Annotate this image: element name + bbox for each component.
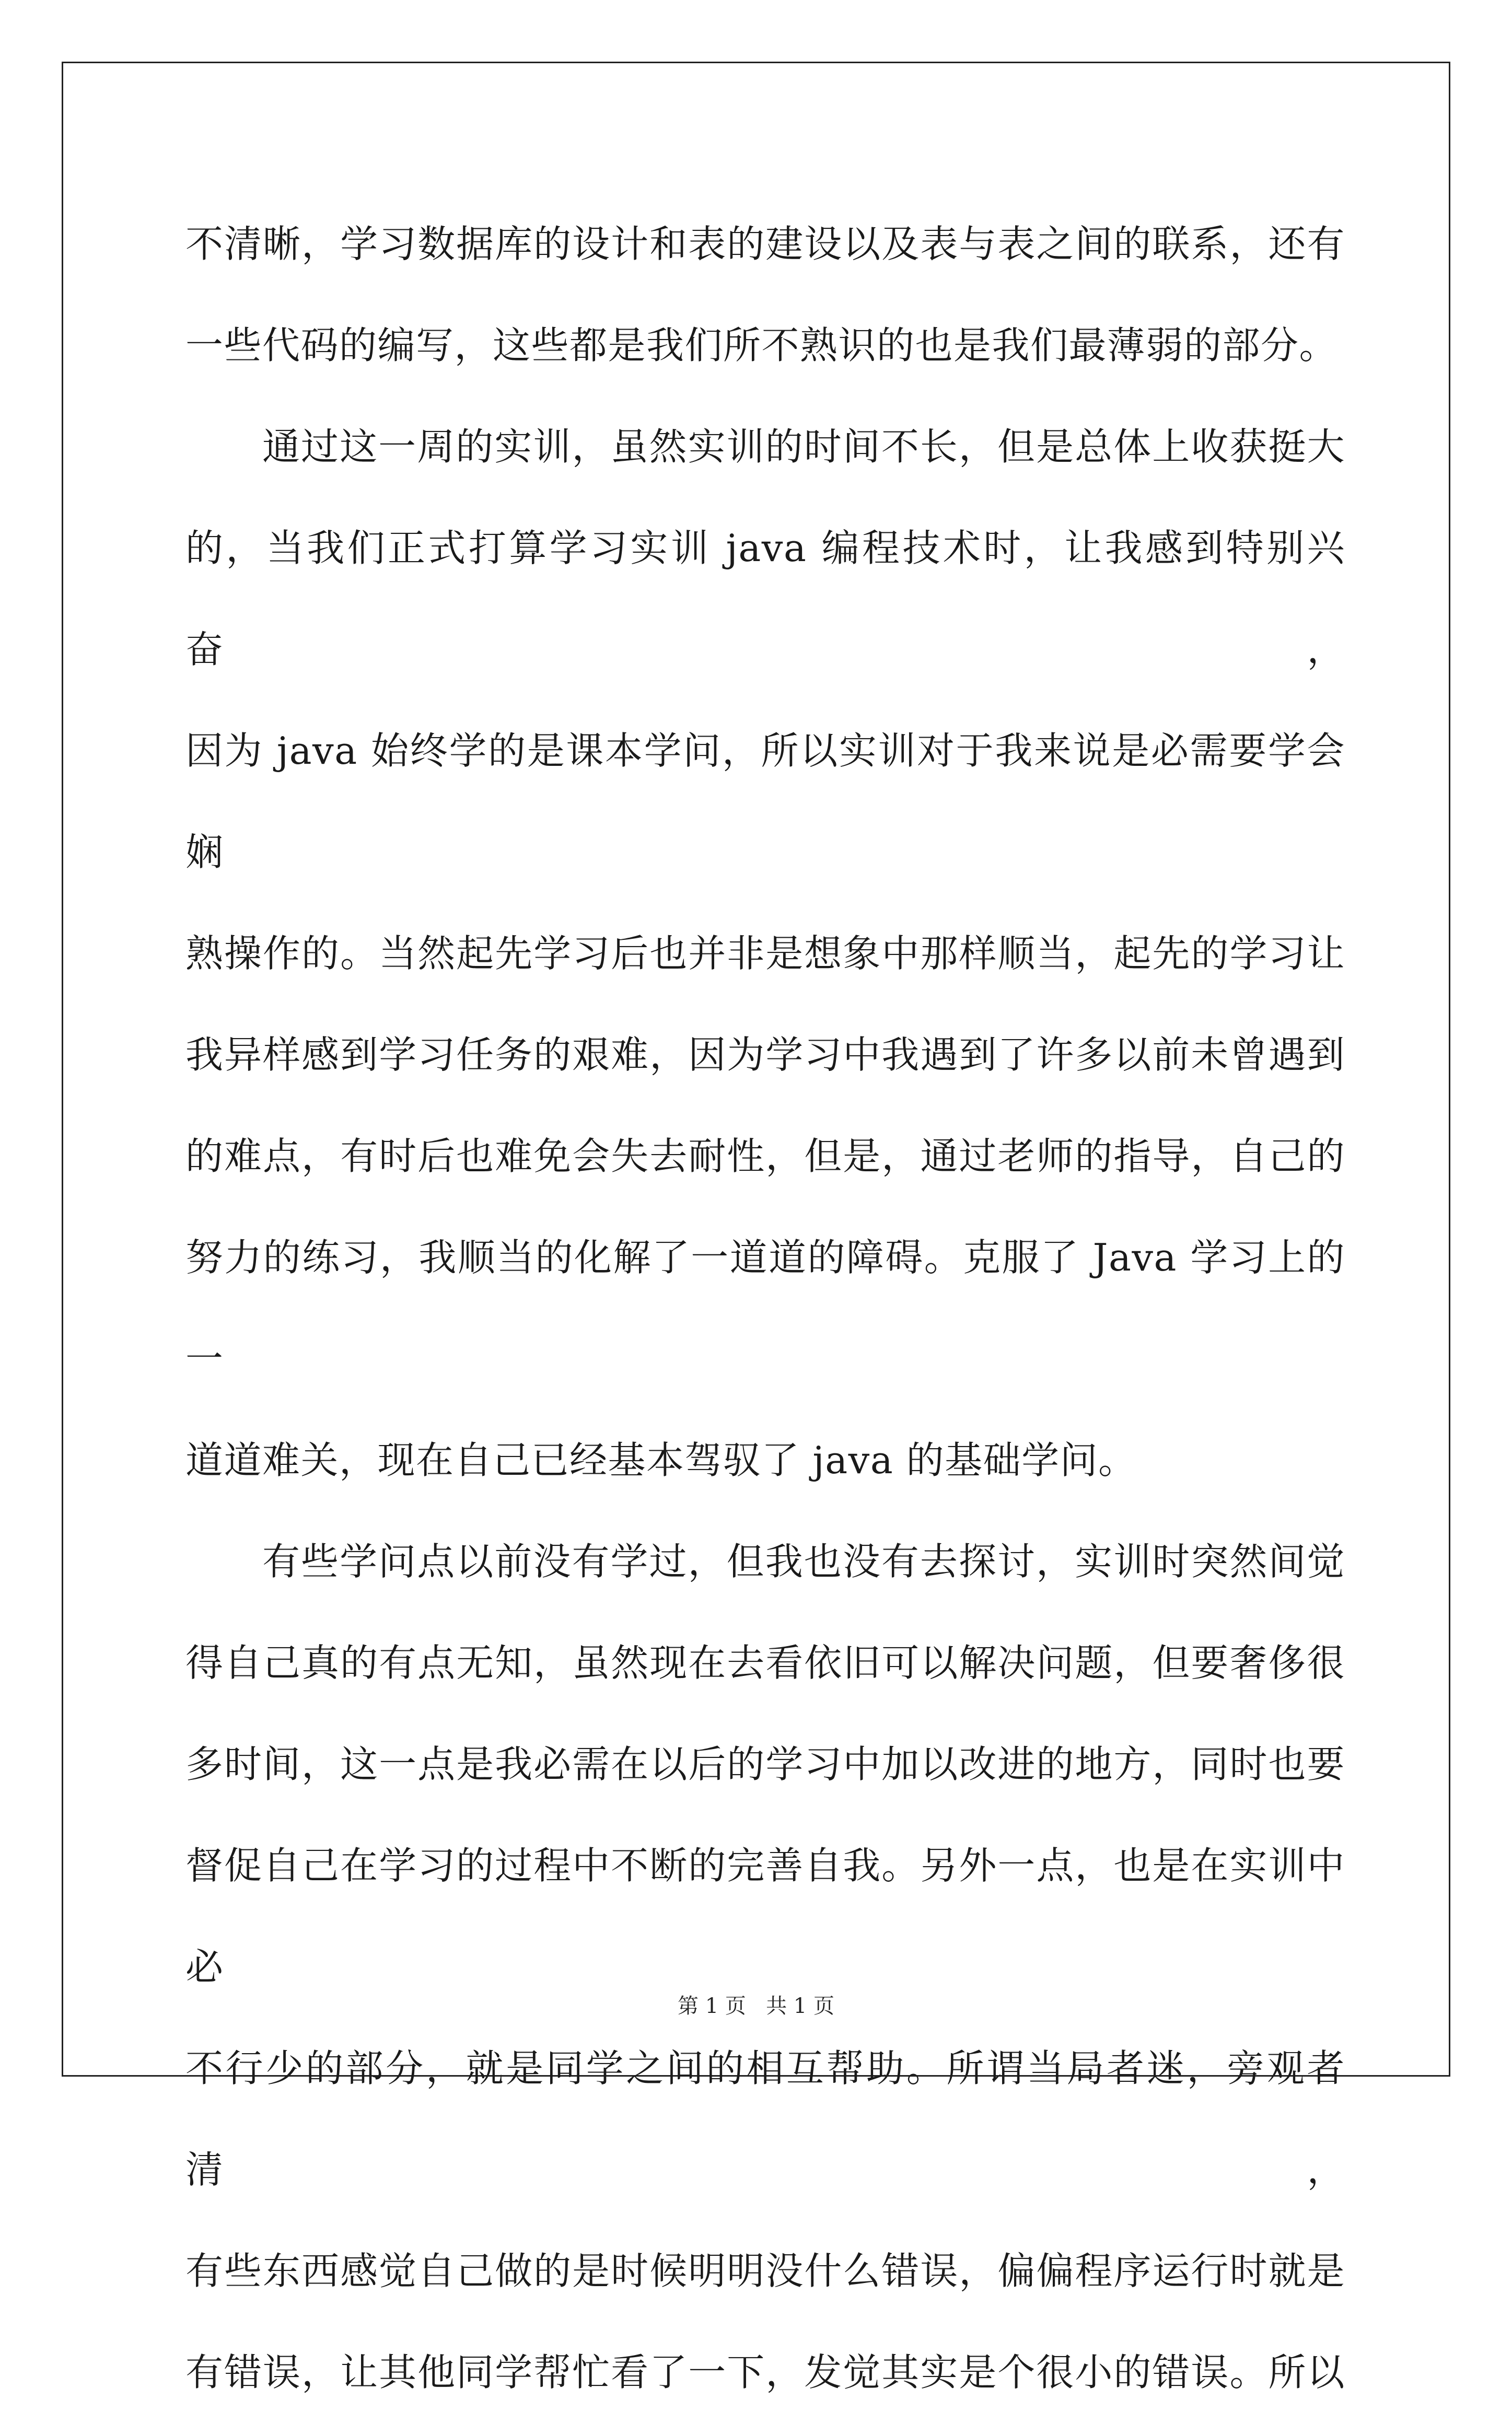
text-line: 的，当我们正式打算学习实训 java 编程技术时，让我感到特别兴奋， (185, 526, 1345, 671)
page-number: 第 1 页 (678, 1994, 746, 2018)
text-line: 熟操作的。当然起先学习后也并非是想象中那样顺当，起先的学习让 (185, 931, 1345, 975)
text-line: 得自己真的有点无知，虽然现在去看依旧可以解决问题，但要奢侈很 (185, 1641, 1345, 1685)
page-footer (0, 1993, 1512, 2019)
text-line: 多时间，这一点是我必需在以后的学习中加以改进的地方，同时也要 (185, 1742, 1345, 1786)
document-body (185, 193, 1345, 2423)
footer-spacer (746, 1994, 766, 2018)
text-line: 我异样感到学习任务的艰难，因为学习中我遇到了许多以前未曾遇到 (185, 1033, 1345, 1077)
page-total: 共 1 页 (766, 1994, 834, 2018)
text-line: 有些学问点以前没有学过，但我也没有去探讨，实训时突然间觉 (262, 1540, 1345, 1583)
text-line: 因为 java 始终学的是课本学问，所以实训对于我来说是必需要学会娴 (185, 729, 1345, 874)
text-line: 有错误，让其他同学帮忙看了一下，发觉其实是个很小的错误。所以 (185, 2350, 1345, 2394)
text-line: 不清晰，学习数据库的设计和表的建设以及表与表之间的联系，还有 (185, 222, 1345, 266)
text-line: 的难点，有时后也难免会失去耐性，但是，通过老师的指导，自己的 (185, 1134, 1345, 1178)
text-line: 一些代码的编写，这些都是我们所不熟识的也是我们最薄弱的部分。 (185, 323, 1338, 367)
text-line: 道道难关，现在自己已经基本驾驭了 java 的基础学问。 (185, 1438, 1137, 1482)
text-line: 努力的练习，我顺当的化解了一道道的障碍。克服了 Java 学习上的一 (185, 1236, 1345, 1381)
text-line: 通过这一周的实训，虽然实训的时间不长，但是总体上收获挺大 (262, 425, 1345, 469)
text-line: 不行少的部分，就是同学之间的相互帮助。所谓当局者迷，旁观者清， (185, 2046, 1345, 2192)
text-line: 督促自己在学习的过程中不断的完善自我。另外一点，也是在实训中必 (185, 1844, 1345, 1989)
text-line: 有些东西感觉自己做的是时候明明没什么错误，偏偏程序运行时就是 (185, 2249, 1345, 2293)
